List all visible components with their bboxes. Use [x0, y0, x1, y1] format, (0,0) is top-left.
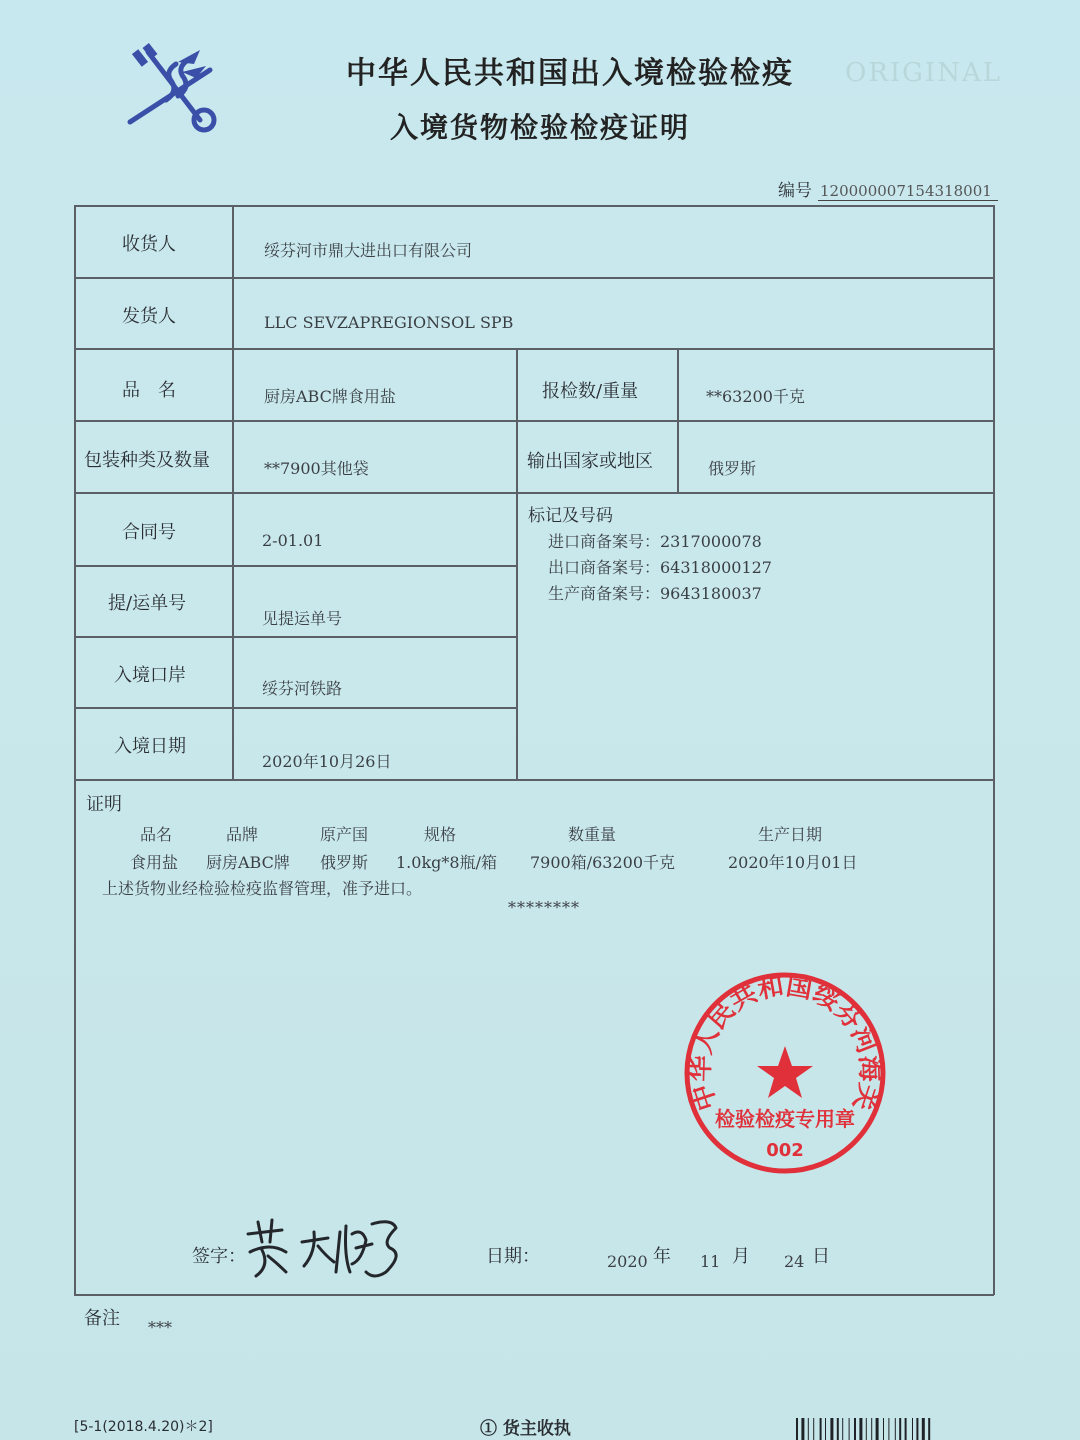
- document-subtitle: 入境货物检验检疫证明: [389, 111, 690, 144]
- remarks-value: ***: [148, 1318, 172, 1337]
- barcode-bar: [928, 1418, 930, 1440]
- marks-and-numbers: [528, 503, 772, 607]
- barcode-bar: [842, 1418, 843, 1440]
- barcode-bar: [866, 1418, 867, 1440]
- barcode-bar: [808, 1418, 809, 1440]
- marks-label: 标记及号码: [528, 506, 613, 526]
- cert-cell-quantity: 7900箱/63200千克: [530, 853, 676, 872]
- table-border-left: [74, 205, 76, 1295]
- seal-outer-text: 中华人民共和国绥芬河海关: [685, 971, 885, 1115]
- cert-header-quantity: 数重量: [568, 825, 617, 844]
- cert-header-name: 品名: [140, 825, 173, 844]
- document-title: 中华人民共和国出入境检验检疫: [346, 56, 794, 91]
- certificate-number-value: 120000007154318001: [818, 182, 998, 201]
- barcode-bar: [895, 1418, 896, 1440]
- barcode-bar: [922, 1418, 925, 1440]
- certificate-number-label: 编号: [778, 181, 812, 201]
- row-divider: [74, 565, 517, 567]
- column-divider: [232, 205, 234, 780]
- column-divider: [677, 348, 679, 493]
- certificate-statement: 上述货物业经检验检疫监督管理，准予进口。: [102, 879, 423, 898]
- cert-cell-prod-date: 2020年10月01日: [728, 853, 858, 872]
- barcode-bar: [876, 1418, 879, 1440]
- product-label: 品 名: [122, 380, 176, 401]
- barcode-bar: [888, 1418, 889, 1440]
- copy-holder-label: ① 货主收执: [480, 1419, 571, 1439]
- consignor-label: 发货人: [122, 306, 176, 327]
- seal-number: 002: [766, 1140, 804, 1161]
- barcode: [796, 1418, 996, 1440]
- barcode-bar: [899, 1418, 901, 1440]
- table-border-bottom: [74, 1294, 994, 1296]
- entry-date-label: 入境日期: [114, 736, 186, 757]
- barcode-bar: [859, 1418, 862, 1440]
- entry-port-label: 入境口岸: [114, 665, 186, 686]
- barcode-bar: [849, 1418, 850, 1440]
- importer-record-no: 进口商备案号：2317000078: [548, 532, 762, 551]
- form-code: [5-1(2018.4.20)＊2]: [74, 1419, 213, 1435]
- remarks-label: 备注: [84, 1308, 120, 1329]
- column-divider: [516, 348, 518, 780]
- bill-of-lading-value: 见提运单号: [262, 609, 343, 628]
- barcode-bar: [912, 1418, 913, 1440]
- barcode-bar: [830, 1418, 833, 1440]
- barcode-bar: [813, 1418, 814, 1440]
- cert-header-spec: 规格: [424, 825, 457, 844]
- cert-cell-spec: 1.0kg*8瓶/箱: [396, 853, 497, 872]
- bill-of-lading-label: 提/运单号: [108, 593, 187, 614]
- barcode-bar: [871, 1418, 872, 1440]
- original-watermark: ORIGINAL: [845, 58, 1002, 88]
- packing-value: **7900其他袋: [264, 459, 369, 478]
- entry-port-value: 绥芬河铁路: [262, 679, 343, 698]
- cert-header-brand: 品牌: [226, 825, 259, 844]
- handwritten-signature: [240, 1212, 410, 1282]
- table-border-top: [74, 205, 994, 207]
- sign-year: 2020: [607, 1252, 648, 1271]
- contract-value: 2-01.01: [262, 531, 324, 550]
- certificate-number: [778, 176, 998, 201]
- origin-value: 俄罗斯: [708, 459, 757, 478]
- cert-cell-name: 食用盐: [130, 853, 179, 872]
- sign-day: 24: [784, 1252, 805, 1271]
- official-seal-stamp: [680, 968, 890, 1178]
- sign-year-unit: 年: [653, 1246, 671, 1267]
- cert-cell-brand: 厨房ABC牌: [206, 853, 290, 872]
- barcode-bar: [801, 1418, 804, 1440]
- packing-label: 包装种类及数量: [84, 450, 210, 471]
- cert-cell-origin: 俄罗斯: [320, 853, 369, 872]
- sign-day-unit: 日: [812, 1246, 830, 1267]
- barcode-bar: [916, 1418, 918, 1440]
- date-label: 日期：: [486, 1246, 540, 1267]
- sign-month-unit: 月: [732, 1246, 750, 1267]
- producer-record-no: 生产商备案号：9643180037: [548, 584, 762, 603]
- cert-header-prod-date: 生产日期: [758, 825, 823, 844]
- signature-label: 签字：: [192, 1246, 246, 1267]
- end-marker: ********: [508, 898, 580, 917]
- quantity-value: **63200千克: [706, 387, 805, 406]
- sign-month: 11: [700, 1252, 721, 1271]
- barcode-bar: [820, 1418, 822, 1440]
- row-divider: [74, 348, 994, 350]
- product-value: 厨房ABC牌食用盐: [264, 387, 396, 406]
- barcode-bar: [825, 1418, 826, 1440]
- barcode-bar: [905, 1418, 907, 1440]
- contract-label: 合同号: [122, 522, 176, 543]
- consignor-value: LLC SEVZAPREGIONSOL SPB: [264, 313, 514, 332]
- row-divider: [74, 707, 517, 709]
- consignee-value: 绥芬河市鼎大进出口有限公司: [264, 241, 473, 260]
- certificate-section-label: 证明: [86, 794, 122, 815]
- consignee-label: 收货人: [122, 234, 176, 255]
- barcode-bar: [796, 1418, 798, 1440]
- row-divider: [74, 636, 517, 638]
- row-divider: [74, 277, 994, 279]
- cert-header-origin: 原产国: [320, 825, 369, 844]
- row-divider: [74, 779, 994, 781]
- svg-text:中华人民共和国绥芬河海关: [686, 971, 885, 1114]
- barcode-bar: [837, 1418, 839, 1440]
- barcode-bar: [854, 1418, 856, 1440]
- row-divider: [74, 492, 994, 494]
- exporter-record-no: 出口商备案号：64318000127: [548, 558, 772, 577]
- seal-inner-text: 检验检疫专用章: [715, 1107, 855, 1131]
- table-border-right: [993, 205, 995, 1295]
- quantity-label: 报检数/重量: [542, 381, 639, 402]
- origin-label: 输出国家或地区: [527, 451, 653, 472]
- barcode-bar: [883, 1418, 884, 1440]
- entry-date-value: 2020年10月26日: [262, 752, 392, 771]
- row-divider: [74, 420, 994, 422]
